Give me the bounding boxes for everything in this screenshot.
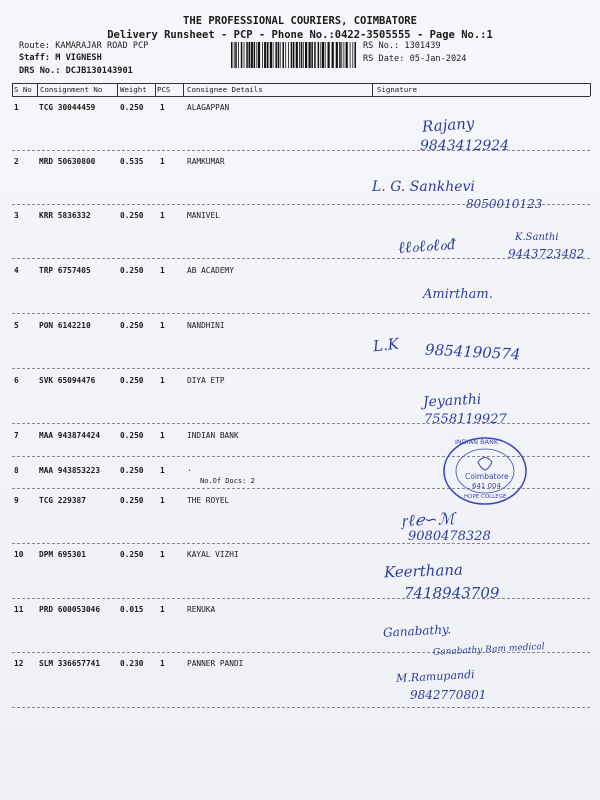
runsheet-subtitle: Delivery Runsheet - PCP - Phone No.:0422-3505555 - Page No.:1 [107, 29, 493, 41]
barcode-bar [328, 42, 330, 68]
staff-label: Staff: M VIGNESH [19, 53, 102, 63]
barcode-bar [258, 42, 260, 68]
row-divider [12, 258, 590, 259]
barcode-bar [234, 42, 235, 68]
row-weight: 0.250 [120, 211, 144, 220]
row-sno: 6 [14, 376, 19, 385]
row-pcs: 1 [160, 659, 165, 668]
row-pcs: 1 [160, 376, 165, 385]
barcode-bar [235, 42, 237, 68]
barcode-bar [341, 42, 342, 68]
barcode-bar [275, 42, 277, 68]
barcode-bar [314, 42, 316, 68]
row-consignment: DPM 695301 [39, 550, 86, 559]
barcode-bar [278, 42, 280, 68]
row-pcs: 1 [160, 157, 165, 166]
col-header-sno: S No [14, 85, 32, 94]
row-weight: 0.250 [120, 321, 144, 330]
row-consignment: MRD 50630800 [39, 157, 96, 166]
barcode-bar [241, 42, 243, 68]
stamp-line-1: INDIAN BANK [455, 438, 499, 446]
barcode-bar [311, 42, 313, 68]
barcode-bar [280, 42, 281, 68]
signature-6-phone: 7558119927 [424, 412, 507, 427]
row-sno: 11 [14, 605, 24, 614]
header-bottom-line [12, 96, 590, 97]
row-weight: 0.250 [120, 266, 144, 275]
row-pcs: 1 [160, 266, 165, 275]
col-header-pcs: PCS [157, 85, 171, 94]
barcode-bar [293, 42, 295, 68]
row-weight: 0.015 [120, 605, 144, 614]
barcode-bar [296, 42, 298, 68]
col-header-weight: Weight [120, 85, 147, 94]
signature-4: Amirtham. [423, 287, 493, 302]
route-label: Route: KAMARAJAR ROAD PCP [19, 41, 149, 51]
rs-number: RS No.: 1301439 [363, 41, 441, 51]
barcode-bar [346, 42, 348, 68]
row-sno: 9 [14, 496, 19, 505]
col-divider [590, 83, 591, 96]
row-sno: 8 [14, 466, 19, 475]
barcode-bar [320, 42, 321, 68]
signature-6: Jeyanthi [422, 391, 482, 411]
row-pcs: 1 [160, 550, 165, 559]
barcode-bar [309, 42, 311, 68]
row-consignment: TCG 30044459 [39, 103, 96, 112]
rs-date: RS Date: 05-Jan-2024 [363, 54, 467, 64]
barcode-bar [244, 42, 245, 68]
barcode-bar [285, 42, 286, 68]
col-divider [372, 83, 373, 96]
row-weight: 0.535 [120, 157, 144, 166]
row-weight: 0.250 [120, 431, 144, 440]
barcode-bar [246, 42, 248, 68]
docs-count-note: No.Of Docs: 2 [200, 477, 255, 485]
row-weight: 0.250 [120, 466, 144, 475]
row-sno: 7 [14, 431, 19, 440]
row-sno: 3 [14, 211, 19, 220]
barcode-bar [301, 42, 303, 68]
signature-9-phone: 9080478328 [408, 529, 491, 544]
signature-1-phone: 9843412924 [420, 138, 510, 154]
barcode-bar [288, 42, 289, 68]
row-divider [12, 543, 590, 544]
signature-10-phone: 7418943709 [404, 584, 500, 602]
row-consignee: DIYA ETP [187, 376, 225, 385]
row-divider [12, 707, 590, 708]
row-consignment: SVK 65094476 [39, 376, 96, 385]
row-sno: 10 [14, 550, 24, 559]
row-consignment: KRR 5836332 [39, 211, 91, 220]
barcode-bar [299, 42, 300, 68]
row-consignee: PANNER PANDI [187, 659, 244, 668]
signature-10: Keerthana [383, 560, 464, 582]
barcode-bar [350, 42, 351, 68]
row-sno: 12 [14, 659, 24, 668]
col-header-consignment: Consignment No [40, 85, 103, 94]
signature-12: M.Ramupandi [395, 667, 475, 686]
row-pcs: 1 [160, 496, 165, 505]
col-header-signature: Signature [377, 85, 418, 94]
header-top-line [12, 83, 590, 84]
row-consignee: RAMKUMAR [187, 157, 225, 166]
barcode-bar [273, 42, 274, 68]
signature-11-secondary: Ganabathy Ram medical [432, 642, 545, 658]
barcode-bar [332, 42, 334, 68]
company-title: THE PROFESSIONAL COURIERS, COIMBATORE [183, 15, 417, 27]
col-divider [12, 83, 13, 96]
col-divider [183, 83, 184, 96]
barcode-bar [318, 42, 320, 68]
row-pcs: 1 [160, 321, 165, 330]
barcode-bar [251, 42, 253, 68]
row-sno: 1 [14, 103, 19, 112]
row-consignment: SLM 336657741 [39, 659, 101, 668]
row-sno: 4 [14, 266, 19, 275]
col-divider [37, 83, 38, 96]
row-weight: 0.230 [120, 659, 144, 668]
row-divider [12, 598, 590, 599]
barcode-bar [325, 42, 326, 68]
signature-1: Rajany [421, 114, 475, 136]
col-header-consignee: Consignee Details [187, 85, 263, 94]
signature-3: ℓℓℴℓℴℓℴᵭ [397, 234, 456, 257]
row-consignee: ALAGAPPAN [187, 103, 230, 112]
row-pcs: 1 [160, 431, 165, 440]
row-consignment: MAA 943853223 [39, 466, 101, 475]
row-consignment: TCG 229387 [39, 496, 86, 505]
signature-3-name: K.Santhi [515, 232, 559, 243]
barcode-bar [249, 42, 251, 68]
barcode-bar [262, 42, 263, 68]
barcode-bar [339, 42, 341, 68]
signature-2: L. G. Sankhevi [372, 179, 475, 195]
row-consignee: RENUKA [187, 605, 216, 614]
row-consignee: AB ACADEMY [187, 266, 234, 275]
row-consignee: THE ROYEL [187, 496, 230, 505]
row-pcs: 1 [160, 103, 165, 112]
barcode-bar [305, 42, 307, 68]
stamp-line-2: Coimbatore [465, 472, 509, 481]
signature-5: L.K [372, 334, 400, 356]
row-sno: 2 [14, 157, 19, 166]
row-pcs: 1 [160, 605, 165, 614]
barcode-bar [283, 42, 285, 68]
row-consignee: KAYAL VIZHI [187, 550, 239, 559]
barcode [231, 42, 357, 68]
row-consignment: PRD 600053046 [39, 605, 101, 614]
row-weight: 0.250 [120, 550, 144, 559]
barcode-bar [322, 42, 324, 68]
barcode-bar [336, 42, 338, 68]
row-pcs: 1 [160, 211, 165, 220]
row-consignee: MANIVEL [187, 211, 220, 220]
barcode-bar [355, 42, 357, 68]
signature-3-phone: 9443723482 [508, 247, 585, 261]
signature-5-phone: 9854190574 [424, 340, 521, 364]
row-pcs: 1 [160, 466, 165, 475]
signature-12-phone: 9842770801 [410, 688, 487, 702]
drs-number: DRS No.: DCJB130143901 [19, 66, 133, 76]
barcode-bar [264, 42, 266, 68]
barcode-bar [231, 42, 233, 68]
row-consignment: MAA 943874424 [39, 431, 101, 440]
col-divider [117, 83, 118, 96]
barcode-bar [344, 42, 345, 68]
stamp-line-3: 641 004 [472, 482, 501, 490]
barcode-bar [291, 42, 293, 68]
row-divider [12, 368, 590, 369]
row-weight: 0.250 [120, 376, 144, 385]
stamp-line-4: HOPE COLLEGE [464, 494, 507, 500]
row-consignee: . [187, 464, 192, 473]
row-weight: 0.250 [120, 103, 144, 112]
row-weight: 0.250 [120, 496, 144, 505]
barcode-bar [254, 42, 256, 68]
row-consignment: TRP 6757405 [39, 266, 91, 275]
barcode-bar [256, 42, 257, 68]
barcode-bar [303, 42, 304, 68]
row-sno: 5 [14, 321, 19, 330]
barcode-bar [238, 42, 239, 68]
barcode-bar [267, 42, 269, 68]
signature-2-phone: 8050010123 [466, 197, 543, 211]
barcode-bar [352, 42, 353, 68]
row-consignment: PON 6142210 [39, 321, 91, 330]
signature-9: ᶉℓℯ∽ℳ [401, 509, 456, 530]
row-consignee: INDIAN BANK [187, 431, 239, 440]
signature-11: Ganabathy. [382, 622, 452, 640]
barcode-bar [270, 42, 272, 68]
row-divider [12, 313, 590, 314]
col-divider [155, 83, 156, 96]
row-consignee: NANDHINI [187, 321, 225, 330]
